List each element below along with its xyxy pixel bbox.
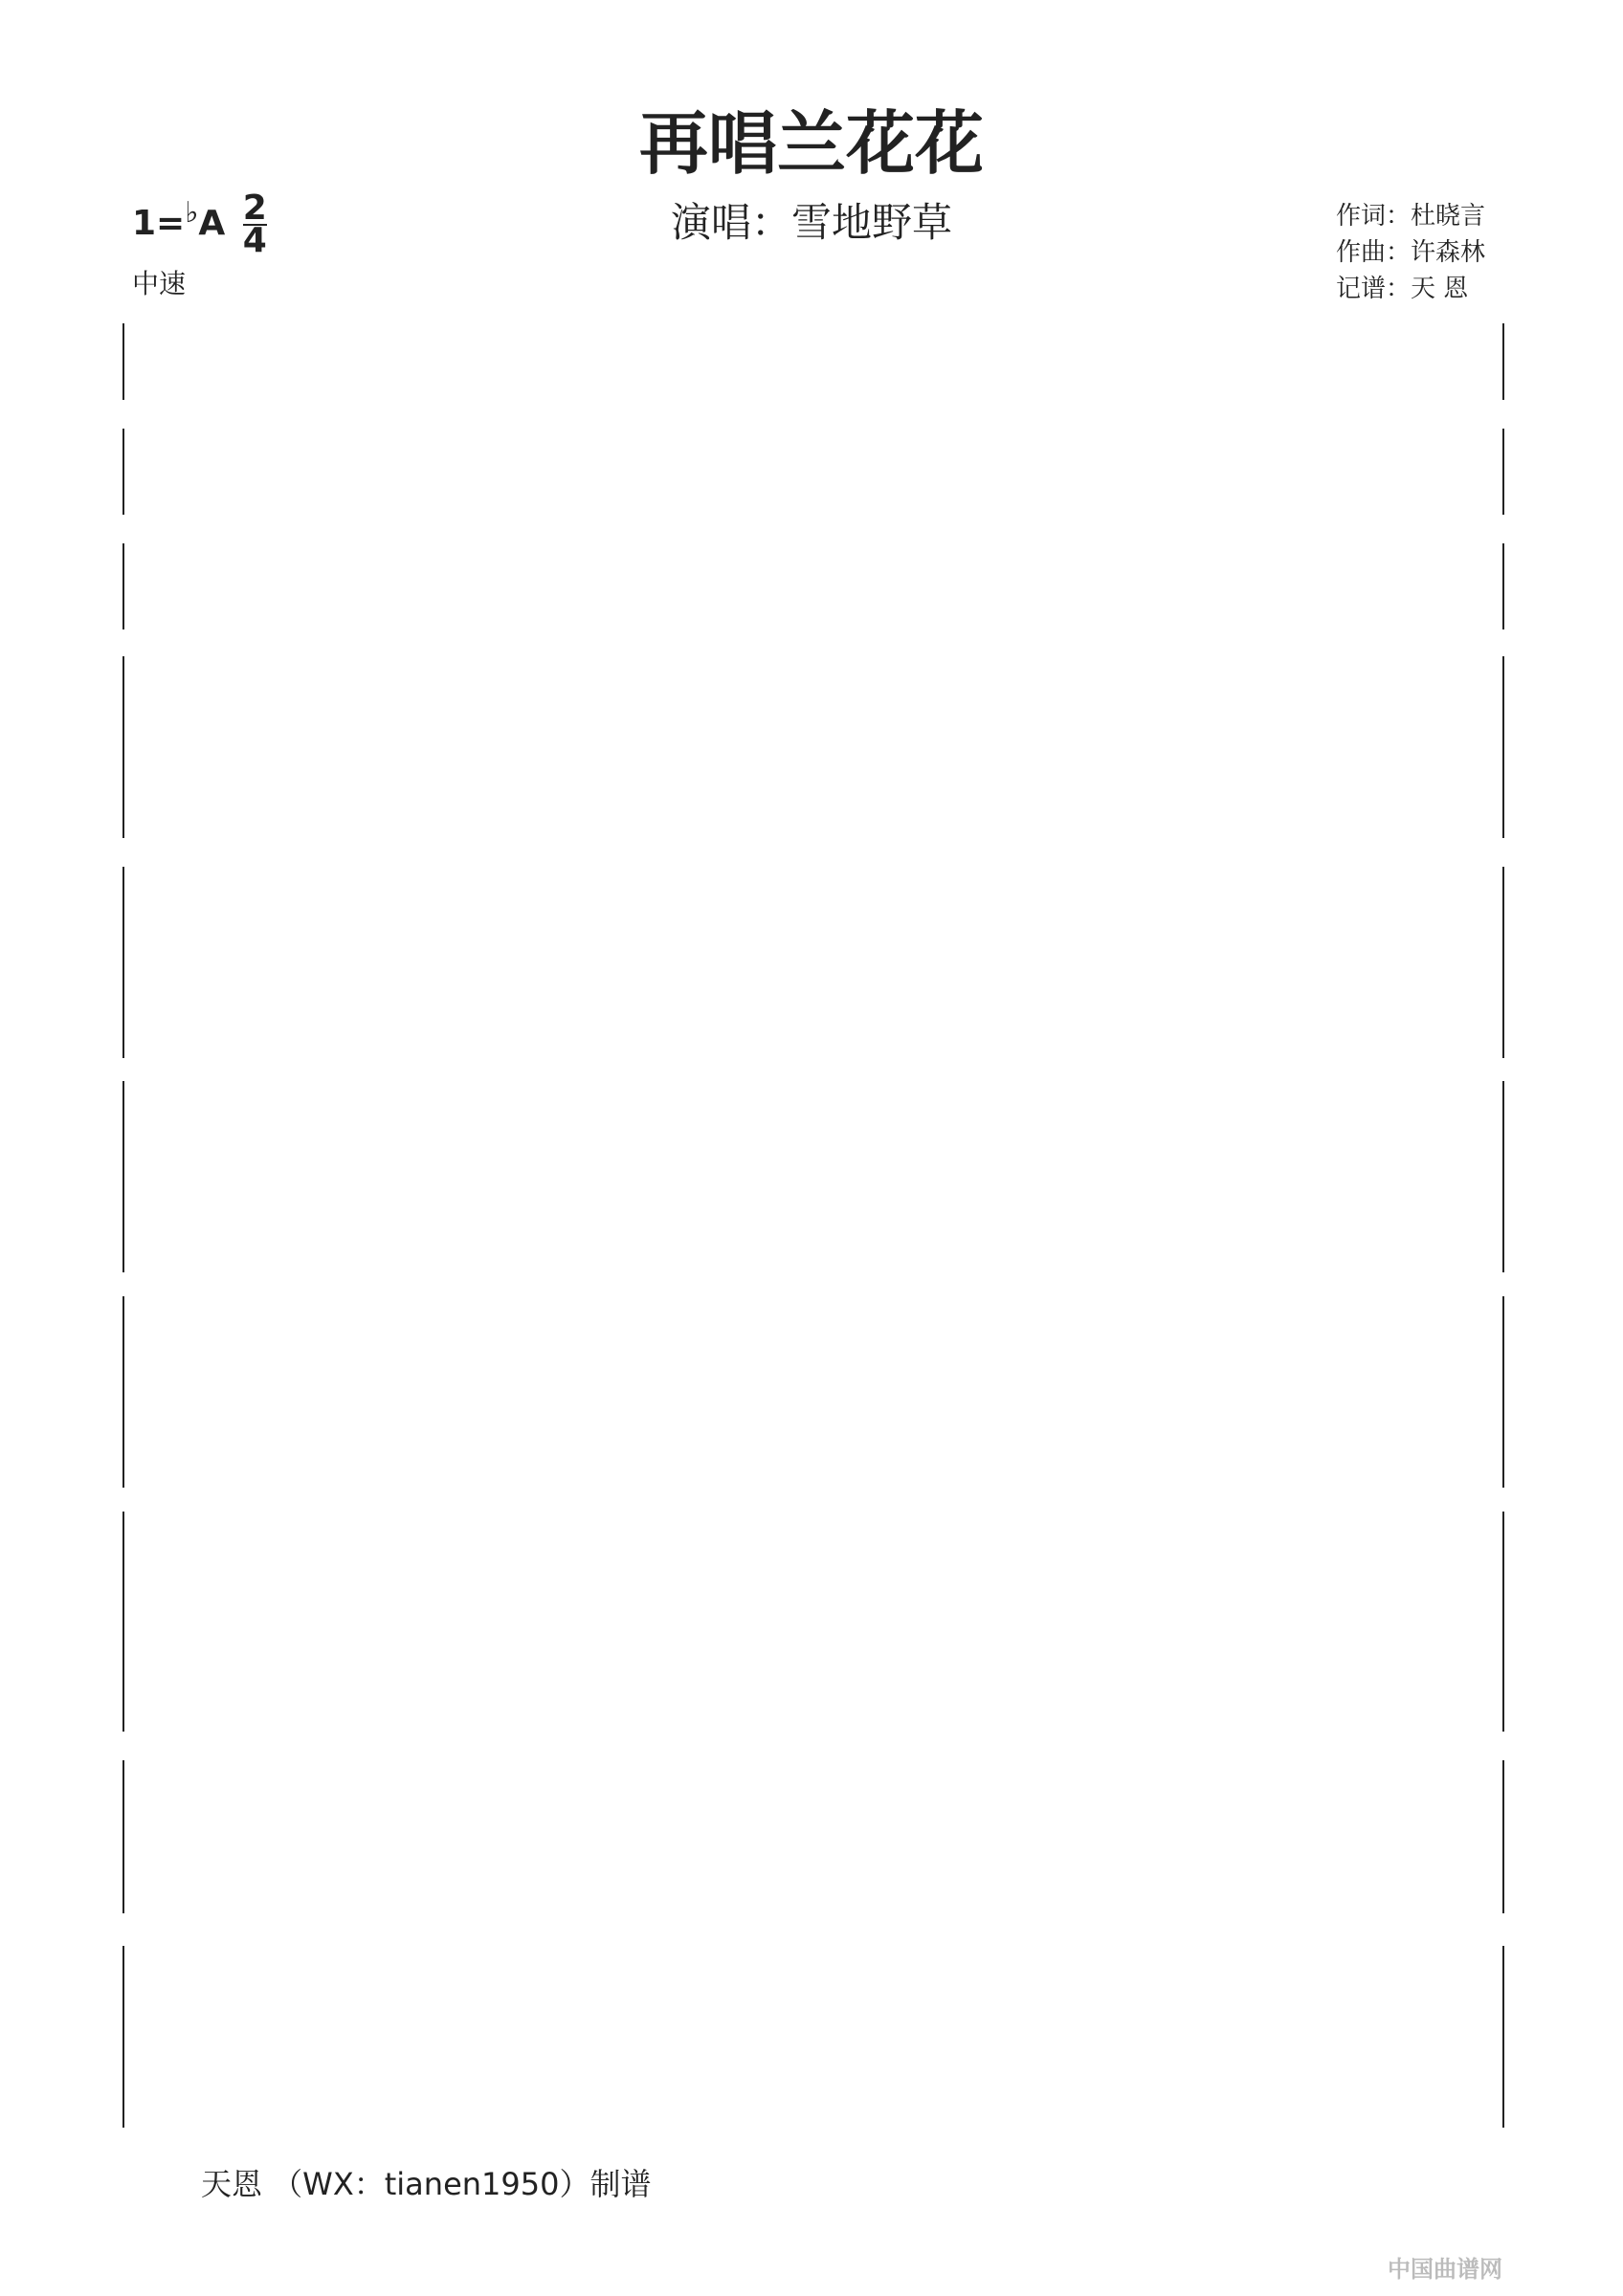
staff-row (122, 656, 1504, 838)
transcriber-credit: 记谱：天 恩 (1336, 275, 1469, 303)
staff-row (122, 1760, 1504, 1913)
site-watermark: 中国曲谱网 (1388, 2256, 1502, 2283)
staff-row (122, 1946, 1504, 2128)
staff-row (122, 1081, 1504, 1272)
credits (1336, 198, 1485, 307)
staff-row (122, 1296, 1504, 1488)
staff-row (122, 1512, 1504, 1732)
beats-per-bar: 2 (242, 188, 267, 228)
flat-sign: ♭ (185, 196, 199, 230)
beat-unit: 4 (242, 221, 267, 260)
staff-row (122, 323, 1504, 400)
performer-line: 演唱：雪地野草 (670, 199, 952, 246)
transcriber-footer: 天恩 （WX：tianen1950）制谱 (201, 2166, 652, 2202)
page-title: 再唱兰花花 (638, 103, 984, 184)
lyricist-credit: 作词：杜晓言 (1336, 202, 1486, 231)
key-prefix: 1= (132, 204, 186, 243)
staff-row (122, 867, 1504, 1058)
staff-row (122, 429, 1504, 515)
time-signature (242, 188, 267, 260)
tempo-marking: 中速 (132, 268, 187, 299)
key-note: A (198, 204, 226, 243)
key-signature (132, 188, 267, 260)
composer-credit: 作曲：许森林 (1336, 238, 1486, 267)
staff-row (122, 543, 1504, 629)
